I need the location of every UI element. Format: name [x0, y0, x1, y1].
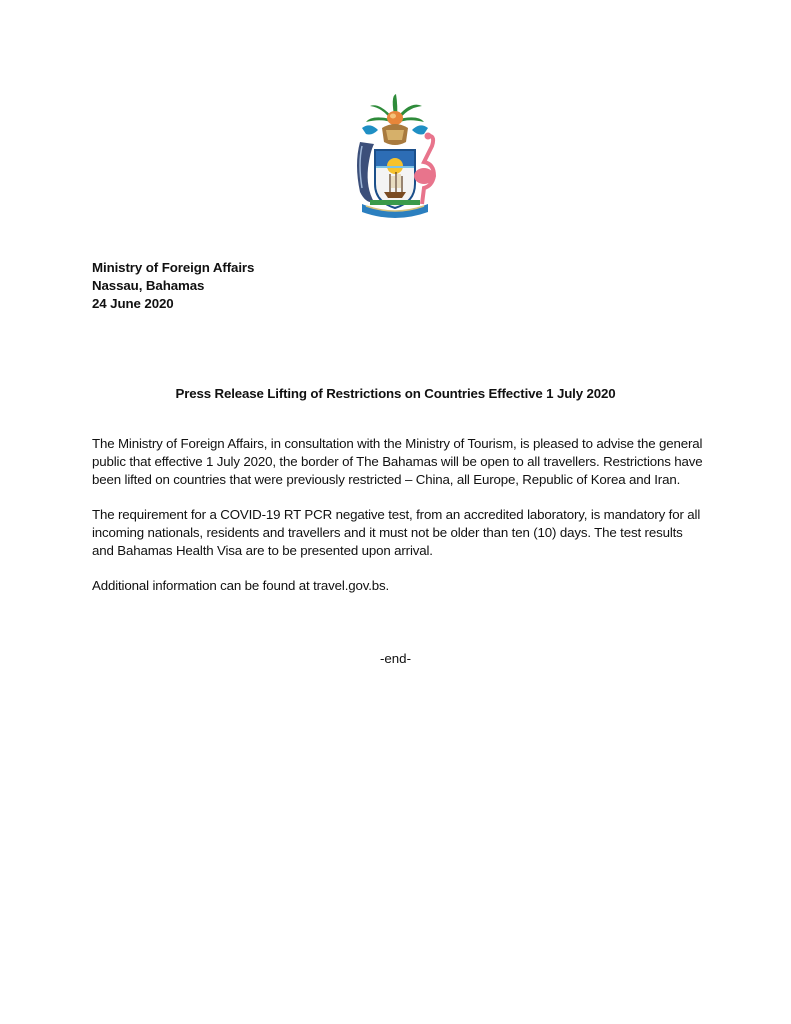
text-line: public that effective 1 July 2020, the border of The Bahamas will be open to all travellers. Restrictions have [92, 454, 703, 469]
press-release-title: Press Release Lifting of Restrictions on Countries Effective 1 July 2020 [175, 386, 616, 401]
text-line: and Bahamas Health Visa are to be presented upon arrival. [92, 543, 433, 558]
paragraph-announcement [92, 435, 712, 489]
sender-ministry: Ministry of Foreign Affairs [92, 260, 255, 275]
text-line: incoming nationals, residents and travellers and it must not be older than ten (10) days. The test results [92, 525, 683, 540]
text-line: Additional information can be found at travel.gov.bs. [92, 578, 390, 593]
text-line: The requirement for a COVID-19 RT PCR negative test, from an accredited laboratory, is mandatory for all [92, 507, 701, 522]
press-release-body [92, 435, 712, 612]
end-marker: -end- [379, 651, 412, 666]
text-line: been lifted on countries that were previously restricted – China, all Europe, Republic of Korea and Iran. [92, 472, 681, 487]
paragraph-additional-info [92, 577, 712, 595]
text-line: The Ministry of Foreign Affairs, in consultation with the Ministry of Tourism, is pleased to advise the general [92, 436, 703, 451]
sender-block [92, 259, 254, 313]
sender-location: Nassau, Bahamas [92, 278, 205, 293]
paragraph-covid-requirement [92, 506, 712, 560]
sender-date: 24 June 2020 [92, 296, 174, 311]
coat-of-arms-icon [340, 92, 450, 222]
